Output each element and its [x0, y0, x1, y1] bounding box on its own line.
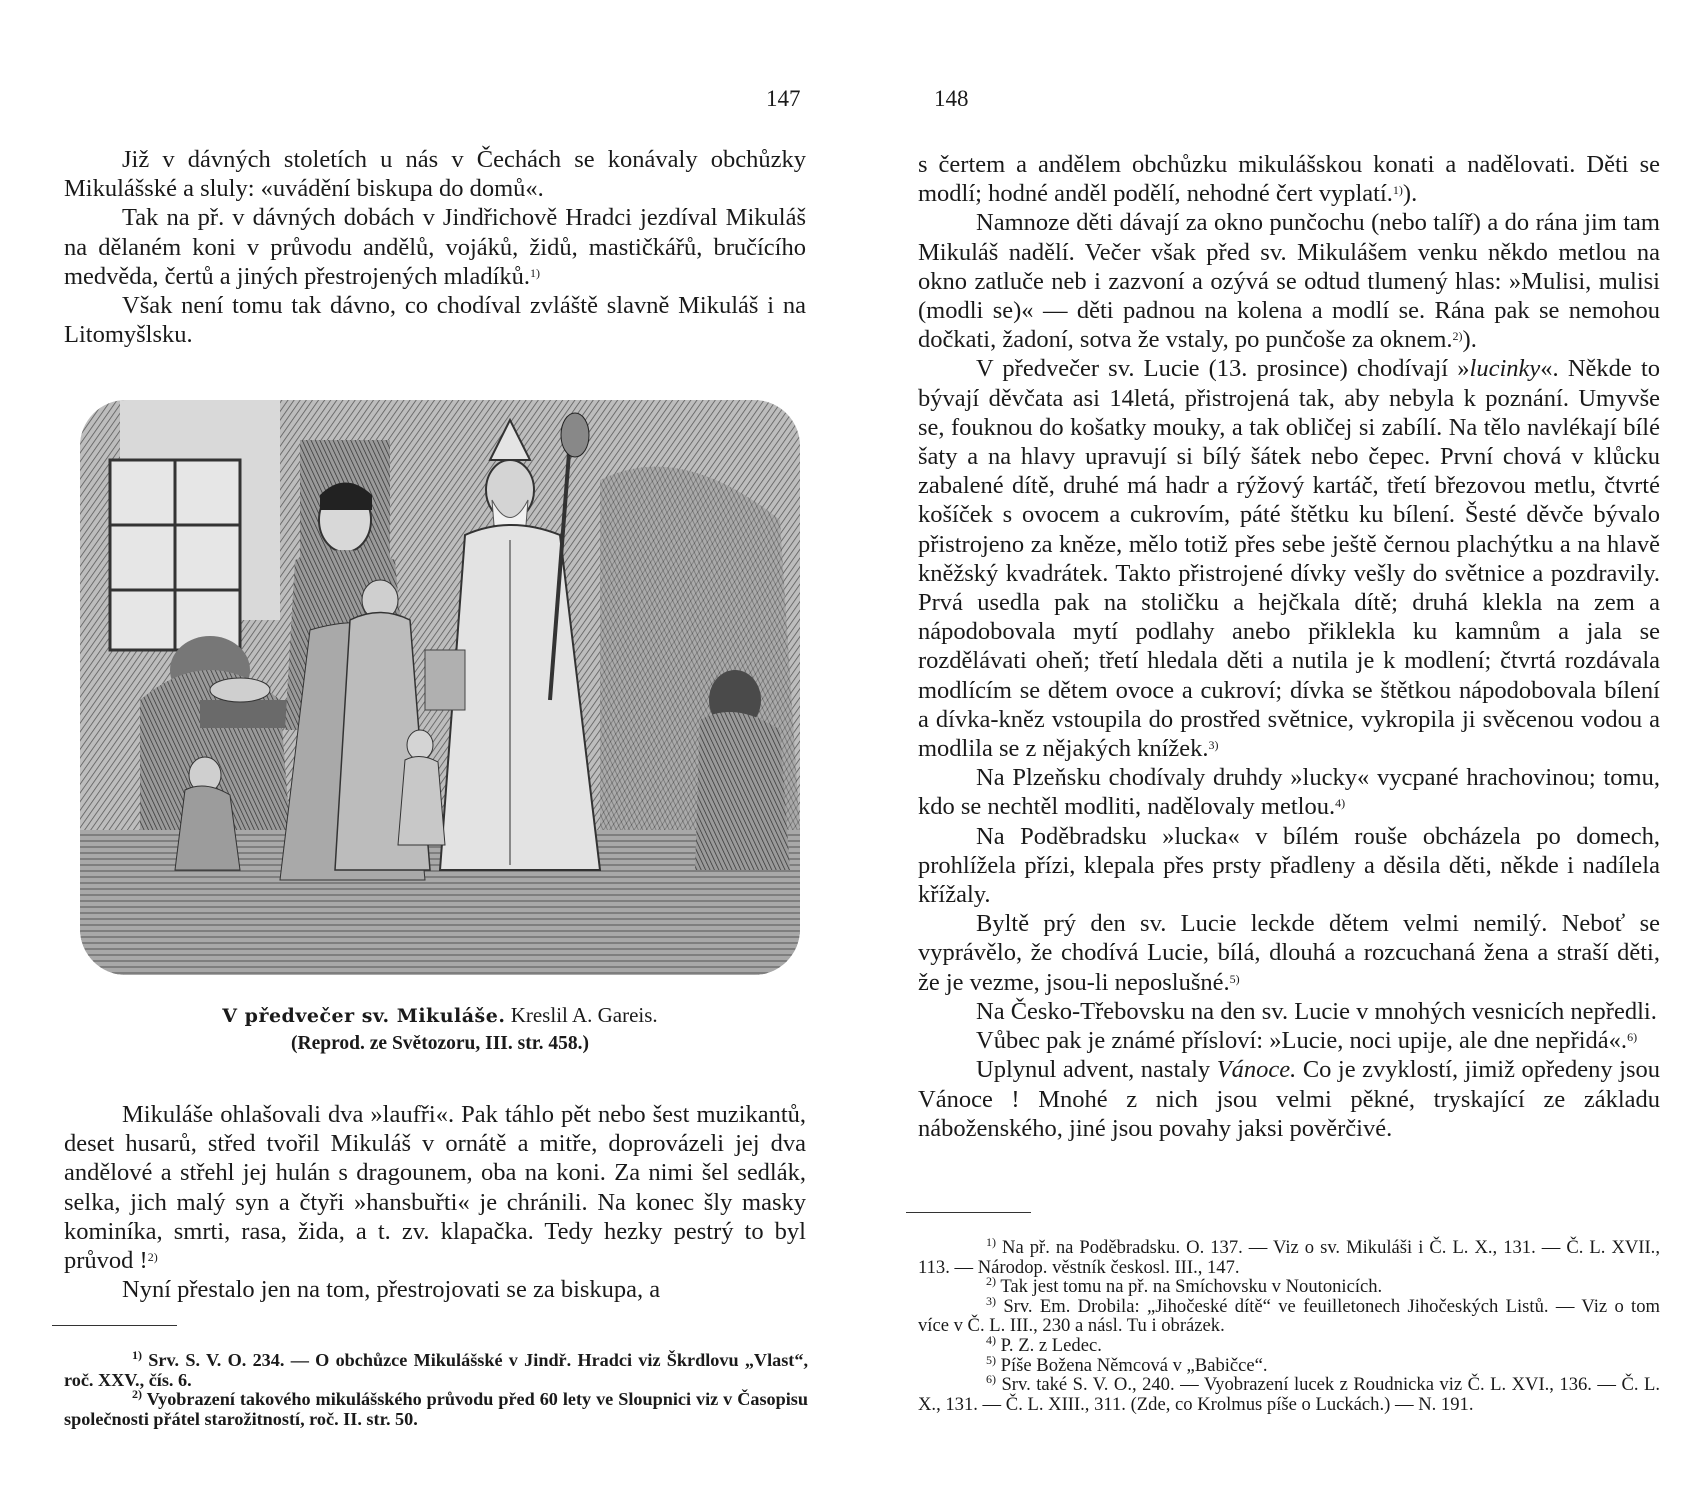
engraving-illustration: [80, 400, 800, 975]
footnote: $^{3)}$ Srv. Em. Drobila: „Jihočeské dítě“ ve feuilletonech Jihočeských Listů. — Viz o tom více v Č. L. III., 230 a násl. Tu i obrázek.: [918, 1293, 1660, 1337]
paragraph: s čertem a andělem obchůzku mikulášskou konati a nadělovati. Děti se modlí; hodné anděl podělí, nehodné čert vyplatí.$^{1)}$).: [918, 151, 1660, 208]
footnotes: [64, 1348, 808, 1429]
footnote: $^{5)}$ Píše Božena Němcová v „Babičce“.: [986, 1352, 1268, 1376]
page-number: 148: [934, 86, 969, 111]
paragraph: Tak na př. v dávných dobách v Jindřichově Hradci jezdíval Mikuláš na dělaném koni v průvodu andělů, vojáků, židů, mastičkářů, bručícího medvěda, čertů a jiných přestrojených mladíků.$^{1)}$: [64, 204, 806, 290]
body-text-bottom: [64, 1100, 806, 1304]
paragraph: Na Plzeňsku chodívaly druhdy »lucky« vycpané hrachovinou; tomu, kdo se nechtěl modliti, nadělovaly metlou.$^{4)}$: [918, 764, 1660, 821]
paragraph: Vůbec pak je známé přísloví: »Lucie, noci upije, ale dne nepřidá«.$^{6)}$: [976, 1027, 1638, 1055]
page-number: 147: [766, 86, 801, 111]
paragraph: V předvečer sv. Lucie (13. prosince) chodívají »lucinky«. Někde to bývají děvčata asi 14letá, přistrojená tak, aby nebyla k poznání. Umyvše se, fouknou do košatky mouky, a tak obličej si zabílí. Na tělo navlékají bílé šaty a na hlavy upravují si bílý šátek nebo čepec. První chová v klůcku zabalené dítě, druhé má hadr a rýžový kartáč, třetí březovou metlu, čtvrté košíček s ovocem a cukrovím, páté štětku ku bílení. Šesté děvče bývalo přistrojeno za kněze, mělo totiž přes sebe ještě černou plachýtku a na hlavě kněžský kvadrátek. Takto přistrojené dívky vešly do světnice a pozdravily. Prvá usedla pak na stoličku a hejčkala dítě; druhá klekla na zem a nápodobovala mytí podlahy anebo přiklekla ku kamnům a jala se rozdělávati oheň; třetí hledala děti a nutila je k modlení; čtvrtá rozdávala modlícím se dětem ovoce a cukroví; dívka se štětkou nápodobovala bílení a dívka-kněz vstoupila do prostřed světnice, vykropila ji svěcenou vodou a modlila se z nějakých knížek.$^{3)}$: [918, 355, 1661, 763]
body-text: [918, 150, 1660, 1143]
footnote: $^{1)}$ Na př. na Poděbradsku. O. 137. — Viz o sv. Mikuláši i Č. L. X., 131. — Č. L. XVII., 113. — Národop. věstník českosl. III., 147.: [918, 1235, 1660, 1278]
footnote: $^{4)}$ P. Z. z Ledec.: [986, 1332, 1102, 1356]
footnote: $^{1)}$ Srv. S. V. O. 234. — O obchůzce Mikulášské v Jindř. Hradci viz Škrdlovu „Vlast“, roč. XXV., čís. 6.: [64, 1348, 808, 1390]
footnotes: [918, 1235, 1660, 1415]
paragraph: Mikuláše ohlašovali dva »laufři«. Pak táhlo pět nebo šest muzikantů, deset husarů, střed tvořil Mikuláš v ornátě a mitře, doprovázeli jej dva andělové a střehl jej hulán s dragounem, oba na koni. Za nimi šel sedlák, selka, jich malý syn a čtyři »hansbuřti« je chránili. Na konec šly masky kominíka, smrti, rasa, žida, a t. zv. klapačka. Tedy hezky pestrý to byl průvod !$^{2)}$: [64, 1101, 806, 1275]
footnote: $^{2)}$ Vyobrazení takového mikulášského průvodu před 60 lety ve Sloupnici viz v Časopisu společnosti přátel starožitností, roč. II. str. 50.: [64, 1387, 808, 1429]
footnote-divider: [906, 1212, 1031, 1213]
paragraph: Nyní přestalo jen na tom, přestrojovati se za biskupa, a: [122, 1276, 661, 1304]
caption-title: V předvečer sv. Mikuláše.: [222, 1005, 506, 1027]
paragraph: Byltě prý den sv. Lucie leckde dětem velmi nemilý. Neboť se vyprávělo, že chodívá Lucie, bílá, dlouhá a rozcuchaná žena a straší děti, že je vezme, jsou-li neposlušné.$^{5)}$: [918, 910, 1660, 996]
paragraph: Na Poděbradsku »lucka« v bílém rouše obcházela po domech, prohlížela přízi, klepala přes prsty přadleny a děsila děti, někde i nadílela křížaly.: [918, 822, 1660, 909]
paragraph: Uplynul advent, nastaly Vánoce. Co je zvyklostí, jimiž opředeny jsou Vánoce ! Mnohé z nich jsou velmi pěkné, tryskající ze základu náboženského, jiné jsou povahy jaksi pověrčivé.: [918, 1056, 1660, 1142]
footnote-ref: 2): [147, 1250, 158, 1265]
caption-source: (Reprod. ze Světozoru, III. str. 458.): [291, 1033, 589, 1054]
paragraph: Však není tomu tak dávno, co chodíval zvláště slavně Mikuláš i na Litomyšlsku.: [64, 292, 806, 349]
footnote: $^{2)}$ Tak jest tomu na př. na Smíchovsku v Noutonicích.: [986, 1274, 1383, 1298]
paragraph: Namnoze děti dávají za okno punčochu (nebo talíř) a do rána jim tam Mikuláš nadělí. Večer však před sv. Mikulášem venku někdo metlou na okno zatluče neb i zazvoní a ozývá se odtud tlumený hlas: »Mulisi, mulisi (modli se)« — děti padnou na kolena a modlí se. Rána pak se nemohou dočkati, žadoní, sotva že vstaly, po punčoše za oknem.$^{2)}$).: [918, 209, 1660, 354]
illustration-caption: [80, 1003, 800, 1028]
paragraph: Na Česko-Třebovsku na den sv. Lucie v mnohých vesnicích nepředli.: [976, 997, 1657, 1025]
right-page: [852, 0, 1704, 1500]
paragraph: Již v dávných stoletích u nás v Čechách se konávaly obchůzky Mikulášské a sluly: «uvádění biskupa do domů«.: [64, 146, 806, 203]
footnote-divider: [52, 1325, 177, 1326]
footnote-ref: 1): [530, 265, 541, 280]
footnote: $^{6)}$ Srv. také S. V. O., 240. — Vyobrazení lucek z Roudnicka viz Č. L. XVI., 136. — Č. L. X., 131. — Č. L. XIII., 311. (Zde, co Krolmus píše o Luckách.) — N. 191.: [918, 1372, 1660, 1415]
body-text-top: [64, 145, 806, 349]
caption-author: Kreslil A. Gareis.: [510, 1003, 658, 1027]
